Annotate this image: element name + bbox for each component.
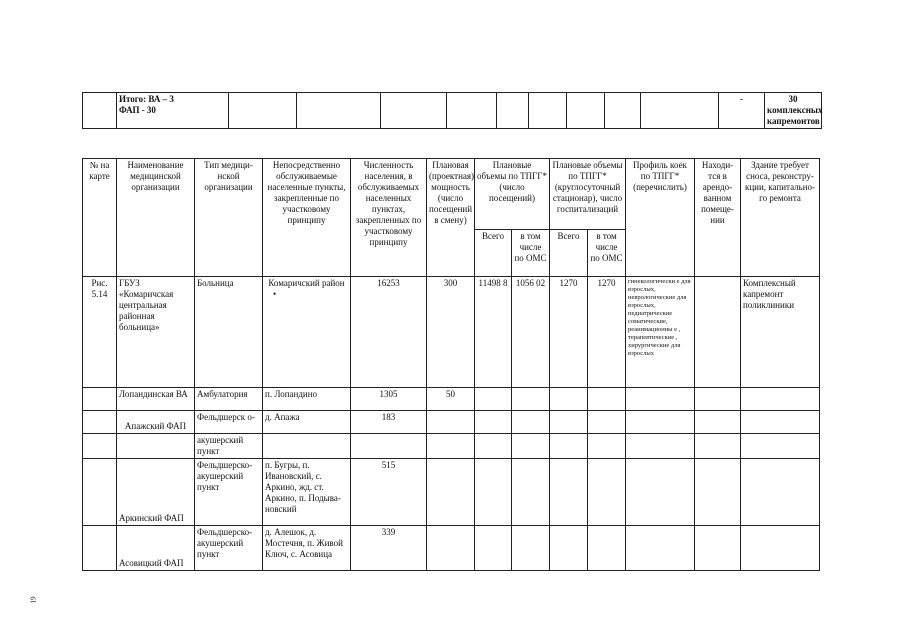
header-row [83,159,820,230]
page-number: 19 [29,596,38,604]
summary-row [83,93,822,129]
row-population: 339 [351,526,427,571]
row-name: Лопандинская ВА [117,388,195,411]
row-num: Рис. 5.14 [83,277,117,388]
row-rent [695,277,741,388]
row-profile: гинекологически е для взрослых, неврологические для взрослых, педиатрические соматические, реанимационны е , терапевтические , хирургические для взрослых [626,277,695,388]
table-row [83,388,820,411]
header-visits: Плановые объемы по ТПГГ* (число посещений) [475,159,550,230]
summary-total: 30 комплексных капремонтов [765,93,822,129]
row-type: Больница [195,277,263,388]
subheader-total2: Всего [550,230,588,277]
row-population: 183 [351,411,427,434]
row-places: п. Лопандино [263,388,351,411]
row-type: Фельдшерск о- [195,411,263,434]
row-visits-total: 11498 8 [475,277,512,388]
row-population: 1305 [351,388,427,411]
table-row [83,411,820,434]
row-name: Апажский ФАП [117,411,195,434]
row-type: Амбулатория [195,388,263,411]
summary-table [82,92,822,129]
header-places: Непосредственно обслуживаемые населенные пункты, закрепленные по участковому принципу [263,159,351,277]
table-row [83,526,820,571]
header-num: № на карте [83,159,117,277]
row-type: акушерский пункт [195,434,263,459]
row-hosp-total: 1270 [550,277,588,388]
header-type: Тип медици-нской организации [195,159,263,277]
table-row [83,459,820,526]
header-name: Наименование медицинской организации [117,159,195,277]
row-visits-oms: 1056 02 [512,277,550,388]
row-name: Аркинский ФАП [117,459,195,526]
row-type: Фельдшерско-акушерский пункт [195,459,263,526]
row-places: п. Бугры, п. Ивановский, с. Аркино, жд. ст. Аркино, п. Подыва-новский [263,459,351,526]
header-capacity: Плановая (проектная) мощность (число посещений в смену) [427,159,475,277]
header-population: Численность населения, в обслуживаемых населенных пунктах, закрепленных по участковому принципу [351,159,427,277]
summary-label: Итого: ВА – 3 ФАП - 30 [117,93,229,129]
header-profile: Профиль коек по ТПГГ* (перечислить) [626,159,695,277]
row-name: ГБУЗ «Комаричская центральная районная больница» [117,277,195,388]
row-places: Комаричский район • [263,277,351,388]
row-population: 16253 [351,277,427,388]
subheader-oms2: в том числе по ОМС [588,230,626,277]
row-repair: Комплексный капремонт поликлиники [741,277,820,388]
subheader-oms: в том числе по ОМС [512,230,550,277]
header-hosp: Плановые объемы по ТПГГ* (круглосуточный стационар), число госпитализаций [550,159,626,230]
table-row [83,434,820,459]
row-type: Фельдшерско-акушерский пункт [195,526,263,571]
row-name: Асовицкий ФАП [117,526,195,571]
subheader-total: Всего [475,230,512,277]
row-population: 515 [351,459,427,526]
row-capacity: 50 [427,388,475,411]
organizations-table [82,158,820,571]
header-repair: Здание требует сноса, реконстру-кции, капитально-го ремонта [741,159,820,277]
row-capacity: 300 [427,277,475,388]
row-hosp-oms: 1270 [588,277,626,388]
header-rent: Находи-тся в арендо-ванном помеще-нии [695,159,741,277]
row-places: д. Апажа [263,411,351,434]
summary-dash: - [719,93,765,129]
table-row [83,277,820,388]
row-places: д. Алешок, д. Мостечня, п. Живой Ключ, с. Асовица [263,526,351,571]
